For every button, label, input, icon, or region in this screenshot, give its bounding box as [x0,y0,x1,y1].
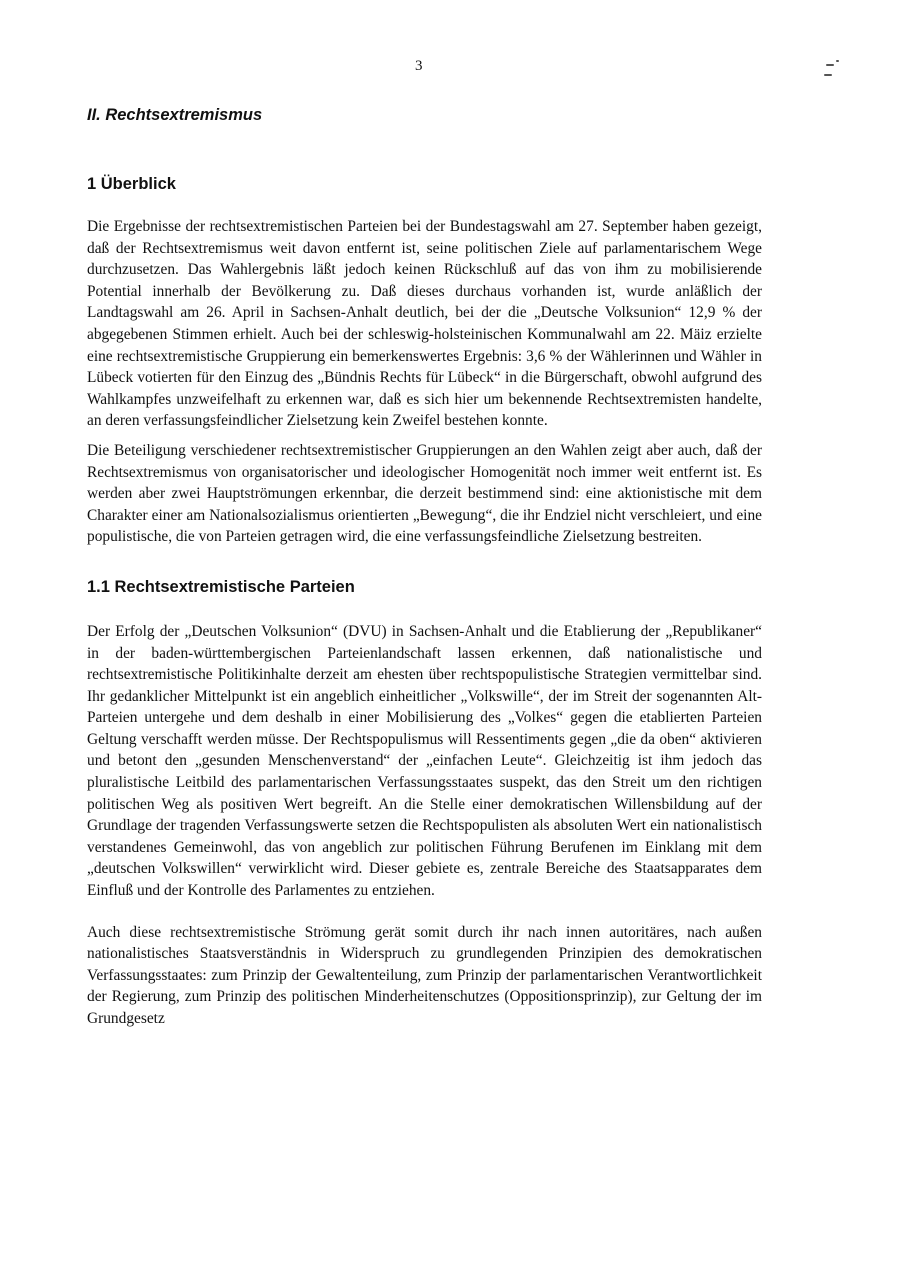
scan-speck [824,74,832,76]
paragraph: Die Ergebnisse der rechtsextremistischen Parteien bei der Bundestagswahl am 27. September haben gezeigt, daß der Rechtsextremismus weit davon entfernt ist, seine politischen Ziele auf parlamentarischem Wege durchzusetzen. Das Wahlergebnis läßt jedoch keinen Rückschluß auf das von ihm zu mobilisierende Potential innerhalb der Bevölkerung zu. Daß dieses durchaus vorhanden ist, wurde anläßlich der Landtagswahl am 26. April in Sachsen-Anhalt deutlich, bei der die „Deutsche Volksunion“ 12,9 % der abgegebenen Stimmen erhielt. Auch bei der schleswig-holsteinischen Kommunalwahl am 22. Mäiz erzielte eine rechtsextremistische Gruppierung ein bemerkenswertes Ergebnis: 3,6 % der Wählerinnen und Wähler in Lübeck votierten für den Einzug des „Bündnis Rechts für Lübeck“ in die Bürgerschaft, obwohl aufgrund des Wahlkampfes unzweifelhaft zu erkennen war, daß es sich hier um bekennende Rechtsextremisten handelte, an deren verfassungsfeindlicher Zielsetzung kein Zweifel bestehen konnte. [87,218,762,430]
page-number: 3 [415,58,423,74]
paragraph: Die Beteiligung verschiedener rechtsextremistischer Gruppierungen an den Wahlen zeigt aber auch, daß der Rechtsextremismus von organisatorischer und ideologischer Homogenität noch immer weit entfernt ist. Es werden aber zwei Hauptströmungen erkennbar, die derzeit bestimmend sind: eine aktionistische mit dem Charakter einer am Nationalsozialismus orientierten „Bewegung“, die ihr Endziel nicht verschleiert, und eine populistische, die von Parteien getragen wird, die eine verfassungsfeindliche Zielsetzung bestreiten. [87,441,762,546]
paragraph: Auch diese rechtsextremistische Strömung gerät somit durch ihr nach innen autoritäres, nach außen nationalistisches Staatsverständnis in Widerspruch zu grundlegenden Prinzipien des demokratischen Verfassungsstaates: zum Prinzip der Gewaltenteilung, zum Prinzip der parlamentarischen Verantwortlichkeit der Regierung, zum Prinzip des politischen Minderheitenschutzes (Oppositionsprinzip), zur Geltung der im Grundgesetz [87,923,762,1027]
scan-speck [826,64,834,66]
part-heading: II. Rechtsextremismus [87,106,263,124]
section-heading: 1 Überblick [87,175,176,193]
document-body [87,106,762,1030]
scan-speck [836,60,839,62]
subsection-heading: 1.1 Rechtsextremistische Parteien [87,577,355,596]
paragraph: Der Erfolg der „Deutschen Volksunion“ (DVU) in Sachsen-Anhalt und die Etablierung der „Republikaner“ in der baden-württembergischen Parteienlandschaft lassen erkennen, daß nationalistische und rechtsextremistische Politikinhalte derzeit am ehesten über rechtspopulistische Strategien vermittelbar sind. Ihr gedanklicher Mittelpunkt ist ein angeblich einheitlicher „Volkswille“, der im Streit der sogenannten Alt-Parteien untergehe und dem deshalb in einer Mobilisierung des „Volkes“ gegen die etablierten Parteien Geltung verschafft werden müsse. Der Rechtspopulismus will Ressentiments gegen „die da oben“ aktivieren und betont den „gesunden Menschenverstand“ der „einfachen Leute“. Gleichzeitig ist ihm jedoch das pluralistische Leitbild des parlamentarischen Verfassungsstaates suspekt, das den Streit um den richtigen politischen Weg als positiven Wert begreift. An die Stelle einer demokratischen Willensbildung auf der Grundlage der tragenden Verfassungswerte setzen die Rechtspopulisten als absoluten Wert ein nationalistisch verstandenes Gemeinwohl, das von angeblich zur politischen Führung Berufenen im Einklang mit dem „deutschen Volkswillen“ verwirklicht wird. Dieser gebiete es, zentrale Bereiche des Staatsapparates dem Einfluß und der Kontrolle des Parlamentes zu entziehen. [87,622,762,900]
